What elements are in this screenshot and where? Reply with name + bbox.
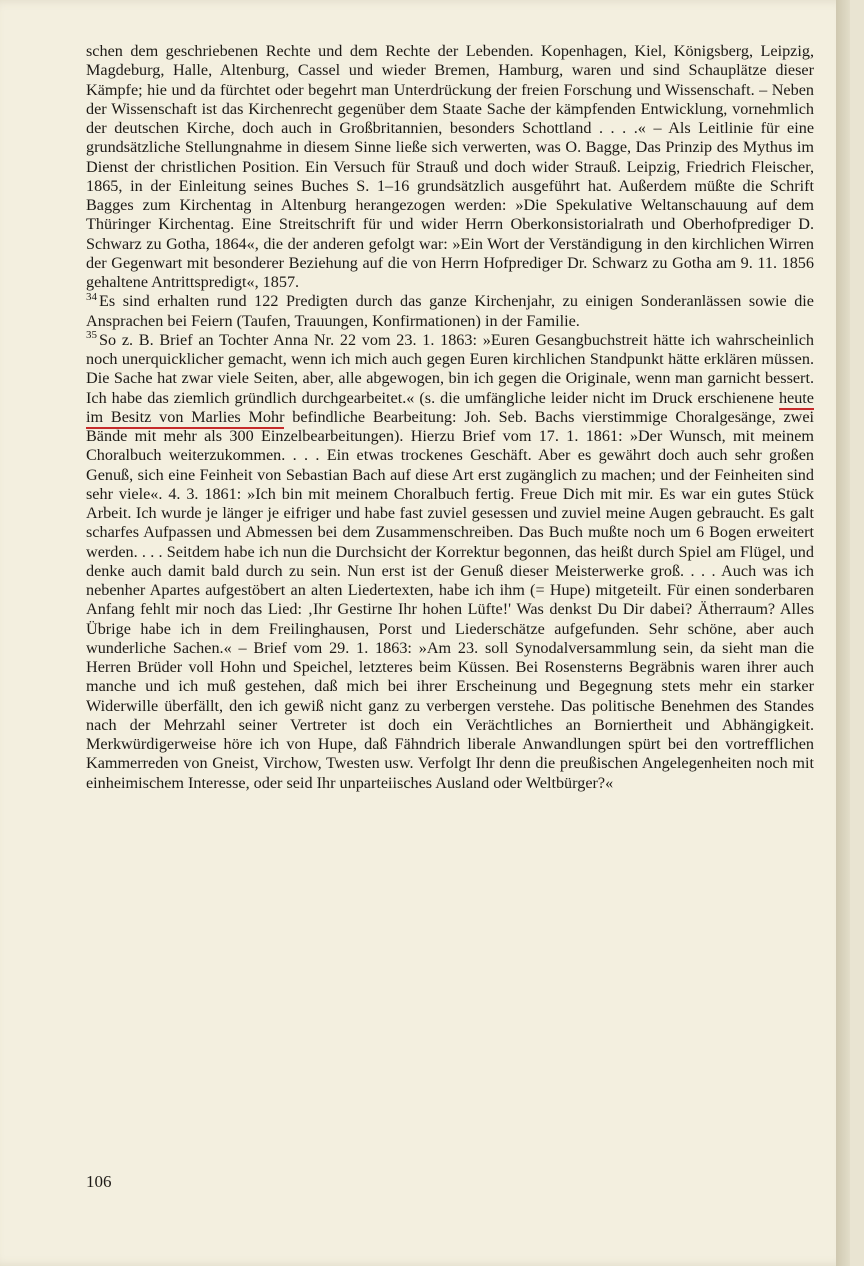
- page-edge: [836, 0, 850, 1266]
- footnote-35: [86, 331, 814, 793]
- footnote-number: 34: [86, 290, 97, 303]
- footnote-text-after: befindliche Bearbeitung: Joh. Seb. Bachs vierstimmige Choralgesänge, zwei Bände mit mehr als 300 Einzelbearbeitungen). Hierzu Brief vom 17. 1. 1861: »Der Wunsch, mit meinem Choralbuch weiterzukommen. . . . Ein etwas trockenes Geschäft. Aber es gewährt doch auch sehr großen Genuß, sich eine Feinheit von Sebastian Bach auf diese Art erst zugänglich zu machen; und der Feinheiten sind sehr viele«. 4. 3. 1861: »Ich bin mit meinem Choralbuch fertig. Freue Dich mit mir. Es war ein gutes Stück Arbeit. Ich wurde je länger je eifriger und habe fast zuviel gesessen und zuviel meine Augen gebraucht. Es galt scharfes Aufpassen und Abmessen bei dem Zusammenschreiben. Das Buch mußte noch um 6 Bogen erweitert werden. . . . Seitdem habe ich nun die Durchsicht der Korrektur begonnen, das heißt durch Spiel am Flügel, und denke auch damit bald durch zu sein. Nun erst ist der Genuß dieser Meisterwerke groß. . . . Auch was ich nebenher Apartes aufgestöbert an alten Liedertexten, habe ich ihm (= Hupe) mitgeteilt. Für einen sonderbaren Anfang fehlt mir noch das Lied: ‚Ihr Gestirne Ihr hohen Lüfte!' Was denkst Du Dir dabei? Ätherraum? Alles Übrige habe ich in dem Freilinghausen, Porst und Liederschätze aufgefunden. Sehr schöne, aber auch wunderliche Sachen.« – Brief vom 29. 1. 1863: »Am 23. soll Synodalversammlung sein, da sieht man die Herren Brüder voll Hohn und Speichel, letzteres beim Küssen. Bei Rosensterns Begräbnis waren ihrer auch manche und ich muß gestehen, daß mich bei ihrer Erscheinung und Begegnung stets mehr ein starker Widerwille überfällt, den ich gewiß nicht ganz zu verbergen verstehe. Das politische Benehmen des Standes nach der Mehrzahl seiner Vertreter ist doch ein Verächtliches an Borniertheit und Abhängigkeit. Merkwürdigerweise höre ich von Hupe, daß Fähndrich liberale Anwandlungen spürt bei den vortrefflichen Kammerreden von Gneist, Virchow, Twesten usw. Verfolgt Ihr denn die preußischen Angelegenheiten noch mit einheimischem Interesse, oder seid Ihr unparteiisches Ausland oder Weltbürger?«: [86, 407, 815, 792]
- footnote-34: [86, 292, 814, 331]
- text-block: [86, 42, 814, 793]
- footnote-text: Es sind erhalten rund 122 Predigten durch das ganze Kirchenjahr, zu einigen Sonderanlässen sowie die Ansprachen bei Feiern (Taufen, Trauungen, Konfirmationen) in der Familie.: [86, 292, 814, 330]
- footnote-number: 35: [86, 329, 97, 342]
- footnote-text-before: So z. B. Brief an Tochter Anna Nr. 22 vom 23. 1. 1863: »Euren Gesangbuchstreit hätte ich wahrscheinlich noch unerquicklicher gemacht, wenn ich mich auch gegen Euren kirchlichen Standpunkt hätte erklären müssen. Die Sache hat zwar viele Seiten, aber, alle abgewogen, bin ich gegen die Originale, wenn man garnicht bessert. Ich habe das ziemlich gründlich durchgearbeitet.« (s. die umfängliche leider nicht im Druck erschienene: [86, 330, 814, 407]
- carry-paragraph: schen dem geschriebenen Rechte und dem Rechte der Lebenden. Kopenhagen, Kiel, Königsberg, Leipzig, Magdeburg, Halle, Altenburg, Cassel und wieder Bremen, Hamburg, waren und sind Schauplätze dieser Kämpfe; hie und da fürchtet oder begehrt man Unterdrückung der freien Forschung und Wissenschaft. – Neben der Wissenschaft ist das Kirchenrecht gegenüber dem Staate Sache der kämpfenden Entwicklung, vornehmlich der deutschen Kirche, doch auch in Großbritannien, besonders Schottland . . . .« – Als Leitlinie für eine grundsätzliche Stellungnahme in diesem Sinne ließe sich verwerten, was O. Bagge, Das Prinzip des Mythus im Dienst der christlichen Position. Ein Versuch für Strauß und doch wider Strauß. Leipzig, Friedrich Fleischer, 1865, in der Einleitung seines Buches S. 1–16 grundsätzlich ausgeführt hat. Außerdem müßte die Schrift Bagges zum Kirchentag in Altenburg herangezogen werden: »Die Spekulative Weltanschauung auf dem Thüringer Kirchentag. Eine Streitschrift für und wider Herrn Oberkonsistorialrath und Oberhofprediger D. Schwarz zu Gotha, 1864«, die der anderen gefolgt war: »Ein Wort der Verständigung in den kirchlichen Wirren der Gegenwart mit besonderer Beziehung auf die von Herrn Hofprediger Dr. Schwarz zu Gotha am 9. 11. 1856 gehaltene Antrittspredigt«, 1857.: [86, 42, 814, 291]
- page-number: 106: [86, 1172, 112, 1191]
- red-underlined-phrase: heute im Besitz von Marlies Mohr: [86, 389, 814, 429]
